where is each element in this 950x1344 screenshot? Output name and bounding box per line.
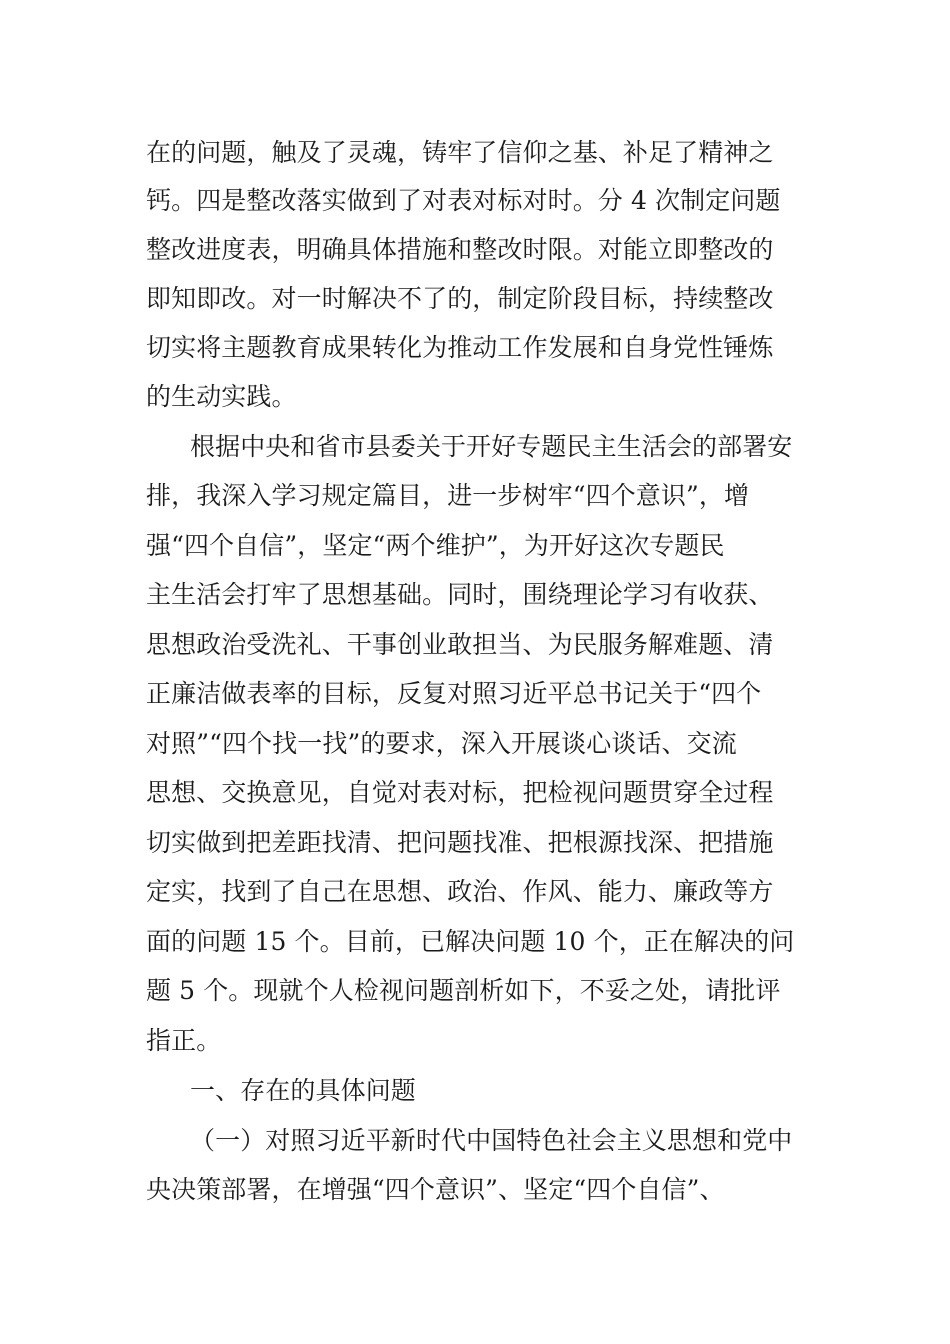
text-line-9: 强“四个自信”，坚定“两个维护”，为开好这次专题民 [146,531,725,560]
text-line-3: 整改进度表，明确具体措施和整改时限。对能立即整改的 [146,235,774,264]
text-line-6: 的生动实践。 [146,382,297,411]
text-line-13: 对照”“四个找一找”的要求，深入开展谈心谈话、交流 [146,729,737,758]
section-heading: 一、存在的具体问题 [190,1076,416,1105]
text-line-4: 即知即改。对一时解决不了的，制定阶段目标，持续整改 [146,284,774,313]
text-line-2: 钙。四是整改落实做到了对表对标对时。分 4 次制定问题 [146,186,781,215]
text-line-16: 定实，找到了自己在思想、政治、作风、能力、廉政等方 [146,877,774,906]
text-line-12: 正廉洁做表率的目标，反复对照习近平总书记关于“四个 [146,679,762,708]
text-line-11: 思想政治受洗礼、干事创业敢担当、为民服务解难题、清 [146,630,774,659]
text-line-14: 思想、交换意见，自觉对表对标，把检视问题贯穿全过程 [146,778,774,807]
text-line-15: 切实做到把差距找清、把问题找准、把根源找深、把措施 [146,828,774,857]
subsection-heading-line: （一）对照习近平新时代中国特色社会主义思想和党中 [190,1126,793,1155]
text-line-8: 排，我深入学习规定篇目，进一步树牢“四个意识”，增 [146,481,750,510]
text-line-22: 央决策部署，在增强“四个意识”、坚定“四个自信”、 [146,1175,725,1204]
text-line-1: 在的问题，触及了灵魂，铸牢了信仰之基、补足了精神之 [146,138,774,167]
text-line-19: 指正。 [146,1026,222,1055]
text-line-5: 切实将主题教育成果转化为推动工作发展和自身党性锤炼 [146,333,774,362]
text-line-10: 主生活会打牢了思想基础。同时，围绕理论学习有收获、 [146,580,774,609]
text-line-18: 题 5 个。现就个人检视问题剖析如下，不妥之处，请批评 [146,976,781,1005]
paragraph-start-line: 根据中央和省市县委关于开好专题民主生活会的部署安 [190,432,793,461]
text-line-17: 面的问题 15 个。目前，已解决问题 10 个，正在解决的问 [146,927,795,956]
